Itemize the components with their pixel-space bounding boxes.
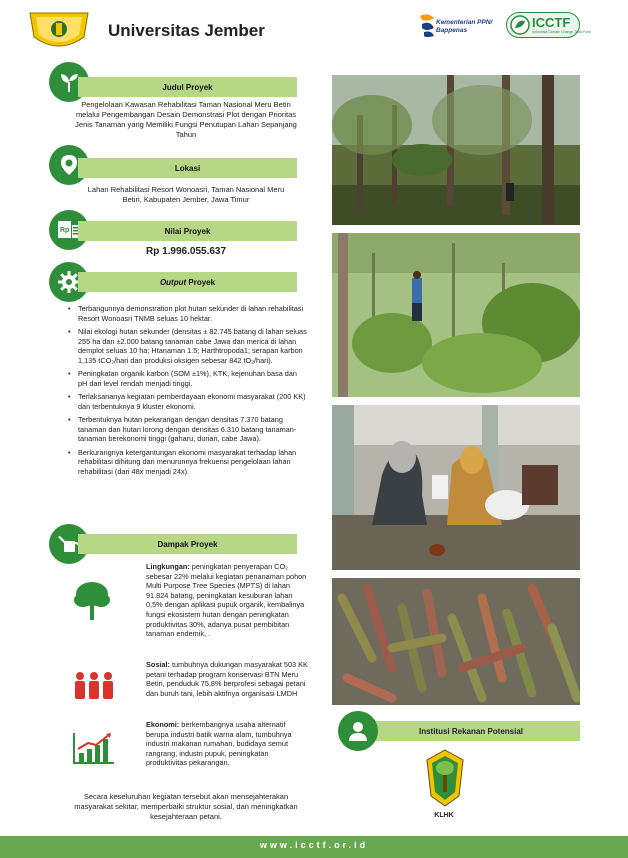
judul-proyek-text: Pengelolaan Kawasan Rehabilitasi Taman Nasional Meru Betiri melalui Pengembangan Desain Demonstrasi Plot dengan Prioritas Jenis Tanaman yang Memiliki Fungsi Penutupan Lahan Sepanjang Tahun: [75, 100, 297, 139]
icctf-name: ICCTF: [532, 15, 571, 30]
list-item: • Berkurangnya ketergantungan ekonomi masyarakat terhadap lahan rehabilitasi dihitung dari menurunnya frekuensi pengelolaan lahan rehabilitasi (dari 48x menjadi 24x).: [68, 448, 308, 477]
list-item: • Terlaksananya kegiatan pemberdayaan ekonomi masyarakat (200 KK) dan terbentuknya 9 kluster ekonomi.: [68, 392, 308, 411]
person-icon: [338, 711, 378, 751]
list-item: • Nilai ekologi hutan sekunder (densitas ± 82.745 batang di lahan seluas 255 ha dan ±2.000 batang tanaman cabe Jawa dan merica di lahan demplot seluas 10 ha; Htanaman 1.5; Harthtropoda1; serapan karbon 1,135 tCO₂/hari dan produksi oksigen sebesar 842 tO₂/hari).: [68, 327, 308, 365]
icctf-leaf-icon: [510, 15, 530, 35]
universitas-jember-logo: [24, 9, 94, 53]
growth-chart-icon: [72, 726, 116, 770]
output-label-rest: Proyek: [186, 277, 216, 287]
photo-harvest-produce: [332, 578, 580, 705]
dampak-proyek-header: Dampak Proyek: [78, 534, 297, 554]
output-label-italic: Output: [159, 277, 187, 287]
nilai-proyek-header: Nilai Proyek: [78, 221, 297, 241]
output-proyek-header: [78, 272, 297, 292]
university-name: Universitas Jember: [108, 21, 265, 40]
nilai-proyek-value: Rp 1.996.055.637: [145, 246, 227, 257]
photo-forest-plot: [332, 75, 580, 225]
ekonomi-text: berkembangnya usaha alternatif berupa industri batik warna alam, tumbuhnya industri makanan rumahan, budidaya semut rangrang, industri pupuk, peningkatan produktivitas pekarangan.: [146, 720, 292, 768]
icctf-subtitle: Indonesia Climate Change Trust Fund: [532, 30, 591, 34]
lingkungan-title: Lingkungan:: [146, 562, 190, 571]
people-icon: [72, 664, 116, 708]
dampak-ekonomi: [146, 720, 310, 768]
dampak-summary: Secara keseluruhan kegiatan tersebut akan mensejahterakan masyarakat sekitar, memperbaiki struktur sosial, dan meningkatkan kesejahteraan petani.: [74, 792, 298, 821]
klhk-logo: [425, 748, 465, 808]
klhk-label: KLHK: [434, 812, 454, 819]
dampak-lingkungan: [146, 562, 310, 639]
dampak-sosial: [146, 660, 310, 698]
page-header: [0, 0, 628, 62]
list-item: • Peningkatan organik karbon (SOM ±1%), KTK, kejenuhan basa dan pH dari level rendah menjadi tinggi.: [68, 369, 308, 388]
lokasi-header: Lokasi: [78, 158, 297, 178]
output-list: [68, 304, 308, 480]
lokasi-text: Lahan Rehabilitasi Resort Wonoasri, Taman Nasional Meru Betiri, Kabupaten Jember, Jawa Timur: [87, 185, 285, 204]
list-item: • Terbangunnya demonstration plot hutan sekunder di lahan rehabilitasi Resort Wonoasri TNMB seluas 10 hektar.: [68, 304, 308, 323]
judul-proyek-header: Judul Proyek: [78, 77, 297, 97]
photo-community-women: [332, 405, 580, 570]
footer-url[interactable]: www.icctf.or.id: [259, 840, 369, 850]
bappenas-name: Kementerian PPN/ Bappenas: [436, 19, 493, 34]
photo-planting-field: [332, 233, 580, 397]
lingkungan-text: peningkatan penyerapan CO₂ sebesar 22% melalui kegiatan penanaman pohon Multi Purpose Tree Species (MPTS) di lahan 91.824 batang, peningkatan kesuburan lahan 0,5% dengan aplikasi pupuk organik, kembalinya fungsi ekosistem hutan dengan peningkatan produktivitas 30%, adanya pusat pembibitan tanaman endemik, .: [146, 562, 307, 639]
institusi-header: Institusi Rekanan Potensial: [362, 721, 580, 741]
ekonomi-title: Ekonomi:: [146, 720, 180, 729]
list-item: • Terbentuknya hutan pekarangan dengan densitas 7.370 batang tanaman dan hutan lorong dengan densitas 6.310 batang tanaman-tanaman berekonomi tinggi (gaharu, durian, cabe Jawa).: [68, 415, 308, 444]
sosial-title: Sosial:: [146, 660, 170, 669]
sosial-text: tumbuhnya dukungan masyarakat 503 KK petani terhadap program konservasi BTN Meru Betiri, penduduk 75,8% berprofesi sebagai petani dan buruh tani, lebih aktifnya organisasi LMDH: [146, 660, 308, 698]
svg-text:Rp: Rp: [60, 227, 70, 234]
tree-icon: [70, 578, 114, 622]
